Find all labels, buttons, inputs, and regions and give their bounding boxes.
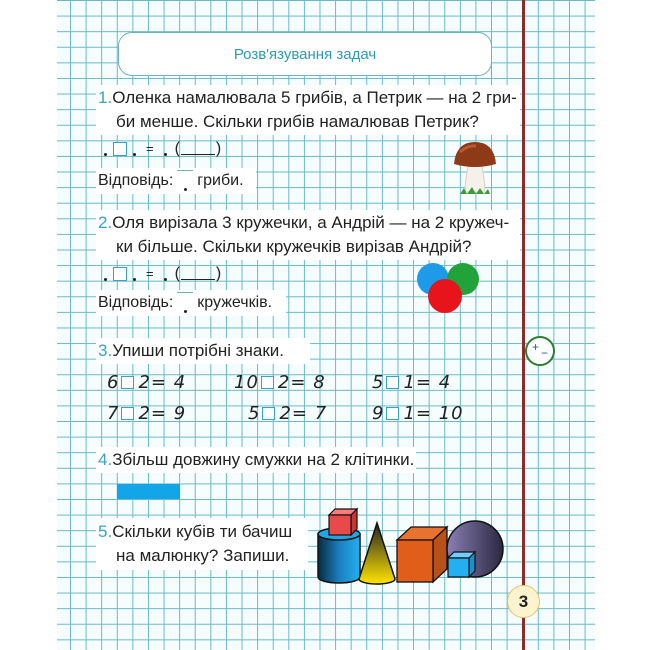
- geometric-shapes-image: [315, 505, 505, 585]
- unit-blank[interactable]: [175, 140, 222, 158]
- operand-b: 2: [138, 372, 151, 393]
- operand-a: 6: [107, 372, 120, 393]
- task-5-text: [98, 520, 331, 568]
- equals-sign: =: [146, 266, 154, 281]
- operator-box[interactable]: [113, 142, 127, 156]
- equals-sign: =: [146, 141, 154, 156]
- expression-1: [107, 372, 186, 393]
- expression-6: [372, 403, 464, 424]
- equals: =: [290, 372, 307, 393]
- unit-line: [181, 279, 215, 280]
- operand-a: 5: [248, 403, 261, 424]
- unit-blank[interactable]: [175, 265, 222, 283]
- task-2-line-1: Оля вирізала 3 кружечки, а Андрій — на 2 кружеч-: [112, 213, 510, 232]
- open-paren: (: [174, 265, 180, 282]
- task-5-number: 5.: [98, 522, 113, 541]
- equals: =: [150, 403, 167, 424]
- page-number: [507, 585, 540, 618]
- task-4-number: 4.: [98, 450, 113, 469]
- operand-b: 2: [138, 403, 151, 424]
- task-1-line-2: би менше. Скільки грибів намалював Петрик?: [116, 112, 479, 131]
- task-2-answer: [98, 290, 272, 316]
- operand-a: 10: [234, 372, 259, 393]
- task-2-equation: [98, 263, 221, 283]
- expression-2: [234, 372, 326, 393]
- operand-a: 5: [372, 372, 385, 393]
- task-1-answer: [98, 168, 244, 194]
- operator-box[interactable]: [113, 267, 127, 281]
- sign-box[interactable]: [386, 407, 399, 420]
- section-title-box: [118, 32, 492, 76]
- operand-b: 2: [277, 372, 291, 393]
- task-5-line-1: Скільки кубів ти бачиш: [112, 522, 293, 541]
- equals: =: [291, 403, 308, 424]
- answer-input[interactable]: [177, 292, 193, 315]
- blank-dot: [104, 278, 107, 281]
- result: 9: [173, 403, 187, 424]
- task-3-line-1: Упиши потрібні знаки.: [112, 341, 285, 360]
- sign-box[interactable]: [386, 376, 399, 389]
- task-1-equation: [98, 138, 221, 158]
- task-4-line-1: Збільш довжину смужки на 2 клітинки.: [112, 450, 415, 469]
- result: 4: [173, 372, 187, 393]
- plus-minus-icon: [525, 336, 555, 366]
- plus-sign: +: [532, 340, 540, 354]
- section-title: Розв'язування задач: [233, 45, 377, 63]
- blank-dot: [133, 153, 136, 156]
- task-2-number: 2.: [98, 213, 113, 232]
- task-1-number: 1.: [98, 88, 113, 107]
- blank-dot: [104, 153, 107, 156]
- operand-a: 9: [372, 403, 385, 424]
- sign-box[interactable]: [262, 407, 275, 420]
- task-3-number: 3.: [98, 341, 113, 360]
- sign-box[interactable]: [121, 407, 134, 420]
- task-1-text: [98, 86, 541, 134]
- sign-box[interactable]: [121, 376, 134, 389]
- blue-strip: [117, 484, 180, 499]
- mushroom-image: [450, 138, 500, 198]
- task-2-line-2: ки більше. Скільки кружечків вирізав Андрій?: [116, 237, 472, 256]
- operand-a: 7: [107, 403, 120, 424]
- result: 7: [314, 403, 328, 424]
- close-paren: ): [215, 265, 222, 282]
- sign-box[interactable]: [261, 376, 274, 389]
- task-4-text: [98, 448, 414, 472]
- result: 4: [438, 372, 452, 393]
- expression-5: [248, 403, 327, 424]
- blank-dot: [164, 153, 167, 156]
- expression-3: [372, 372, 451, 393]
- result: 8: [313, 372, 326, 393]
- result: 10: [438, 403, 464, 424]
- task-5-line-2: на малюнку? Запиши.: [116, 546, 290, 565]
- blank-dot: [133, 278, 136, 281]
- answer-input[interactable]: [177, 170, 193, 193]
- expression-4: [107, 403, 186, 424]
- equals: =: [415, 403, 432, 424]
- equals: =: [150, 372, 167, 393]
- task-2-text: [98, 211, 541, 259]
- answer-label: Відповідь:: [98, 172, 174, 189]
- task-3-text: [98, 339, 284, 363]
- blank-dot: [164, 278, 167, 281]
- answer-unit: гриби.: [197, 172, 244, 189]
- operand-b: 1: [403, 372, 416, 393]
- unit-line: [181, 154, 215, 155]
- operand-b: 1: [403, 403, 416, 424]
- close-paren: ): [215, 140, 222, 157]
- operand-b: 2: [279, 403, 292, 424]
- open-paren: (: [174, 140, 180, 157]
- equals: =: [415, 372, 432, 393]
- colored-circles-image: [415, 259, 485, 317]
- page-number-text: 3: [518, 591, 529, 611]
- answer-label: Відповідь:: [98, 294, 174, 311]
- task-1-line-1: Оленка намалювала 5 грибів, а Петрик — на 2 гри-: [112, 88, 517, 107]
- answer-unit: кружечків.: [197, 294, 273, 311]
- minus-sign: −: [541, 346, 549, 360]
